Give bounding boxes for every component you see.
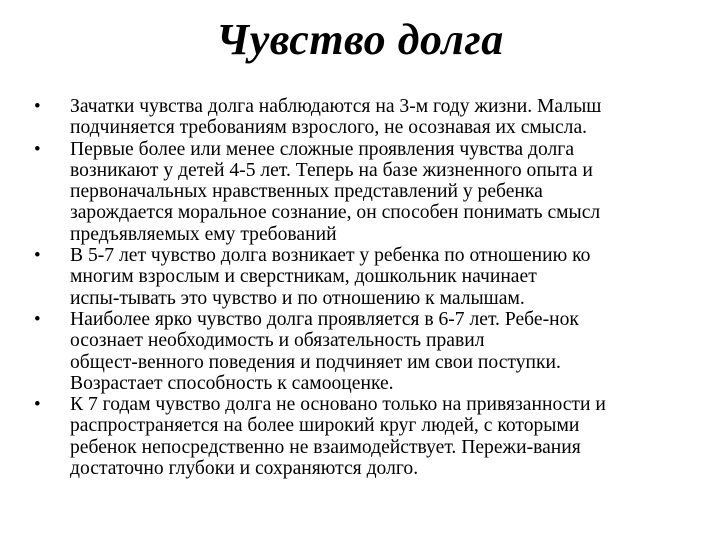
bullet-text-line: испы-тывать это чувство и по отношению к малышам. (70, 287, 525, 309)
bullet-text-line: зарождается моральное сознание, он способен понимать смысл (70, 202, 601, 224)
bullet-text-line: подчиняется требованиям взрослого, не осознавая их смысла. (70, 117, 588, 139)
bullet-marker: • (34, 245, 41, 267)
bullet-item (32, 245, 692, 309)
bullet-item (32, 309, 692, 394)
bullet-text-line: К 7 годам чувство долга не основано только на привязанности и (70, 394, 606, 416)
bullet-text-line: общест-венного поведения и подчиняет им свои поступки. (70, 351, 561, 373)
bullet-text-line: Возрастает способность к самооценке. (70, 372, 394, 394)
bullet-text-line: предъявляемых ему требований (70, 223, 337, 245)
bullet-item (32, 96, 692, 139)
bullet-text-line: возникают у детей 4-5 лет. Теперь на базе жизненного опыта и (70, 159, 593, 181)
bullet-text-line: Наиболее ярко чувство долга проявляется в 6-7 лет. Ребе-нок (70, 308, 579, 330)
bullet-item (32, 394, 692, 479)
bullet-marker: • (34, 96, 41, 117)
bullet-marker: • (34, 394, 41, 416)
slide-title: Чувство долга (216, 15, 504, 64)
bullet-marker: • (34, 138, 41, 160)
bullet-text-line: осознает необходимость и обязательность правил (70, 330, 485, 352)
bullet-text-line: распространяется на более широкий круг людей, с которыми (70, 415, 580, 437)
bullet-list (32, 96, 692, 479)
bullet-text-line: многим взрослым и сверстникам, дошкольник начинает (70, 266, 537, 288)
bullet-item (32, 139, 692, 245)
bullet-text-line: достаточно глубоки и сохраняются долго. (70, 458, 419, 480)
bullet-text-line: ребенок непосредственно не взаимодействует. Пережи-вания (70, 436, 581, 458)
bullet-text-line: В 5-7 лет чувство долга возникает у ребенка по отношению ко (70, 245, 591, 267)
bullet-marker: • (34, 308, 41, 330)
bullet-text-line: первоначальных нравственных представлений у ребенка (70, 181, 543, 203)
bullet-text-line: Первые более или менее сложные проявления чувства долга (70, 138, 575, 160)
bullet-text-line: Зачатки чувства долга наблюдаются на 3-м году жизни. Малыш (70, 96, 602, 117)
